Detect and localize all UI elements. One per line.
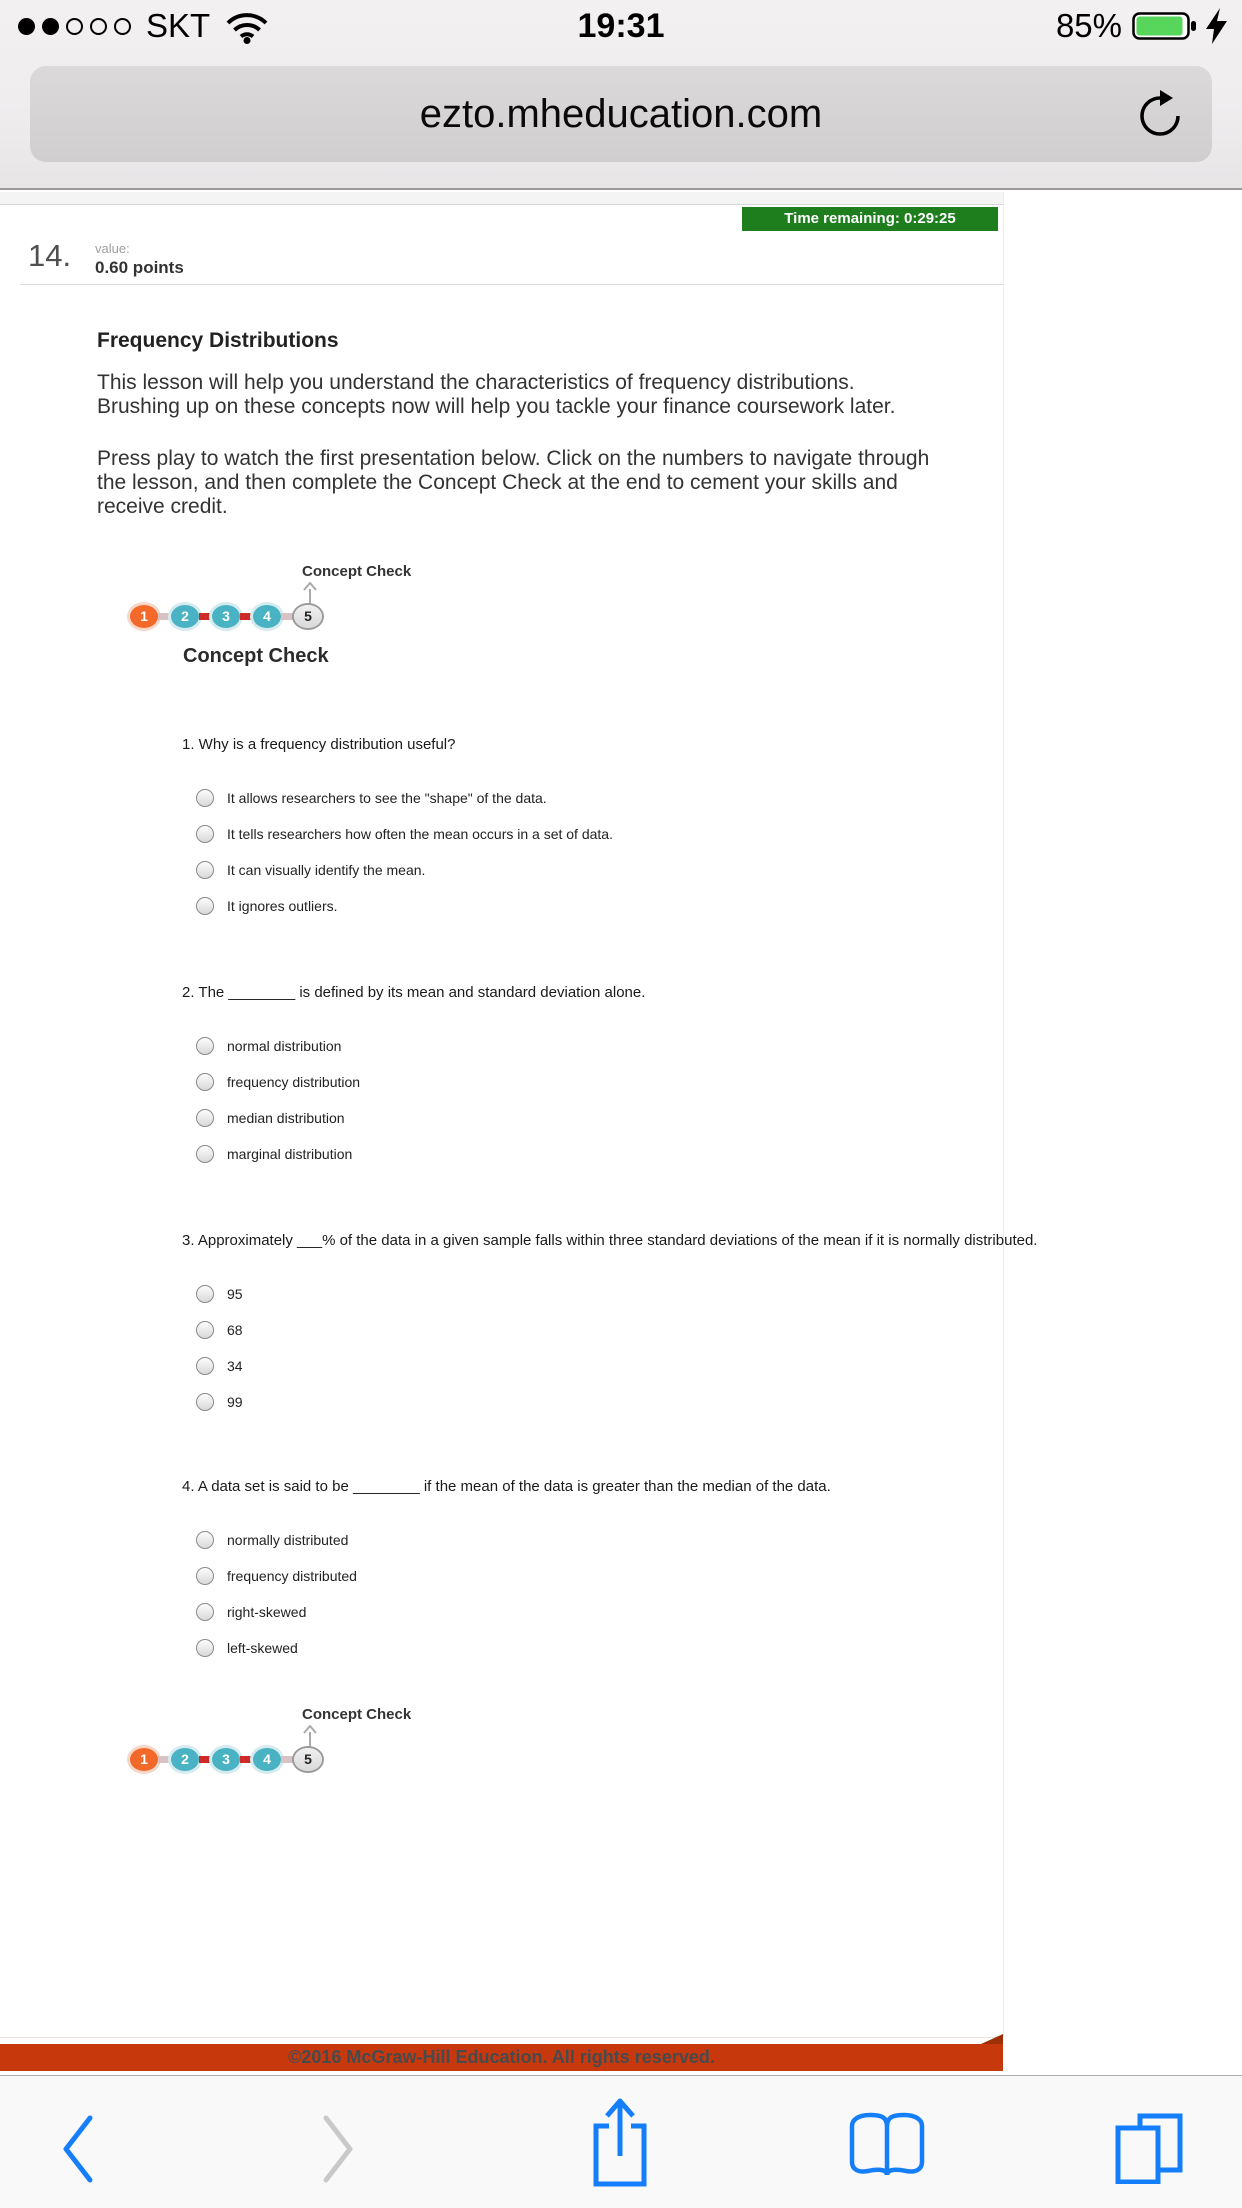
footer-fold-corner	[981, 2034, 1003, 2044]
option-row[interactable]	[196, 1638, 831, 1657]
question-block	[182, 736, 613, 932]
step-connector	[281, 613, 294, 620]
radio-button[interactable]	[196, 1567, 214, 1585]
question-block	[182, 1232, 1037, 1428]
question-text: 4. A data set is said to be ________ if the mean of the data is greater than the median of the data.	[182, 1478, 831, 1495]
step-connector	[281, 1756, 294, 1763]
question-number: 14.	[28, 238, 72, 273]
option-row[interactable]	[196, 1530, 831, 1549]
option-label[interactable]: It ignores outliers.	[227, 897, 338, 914]
url-text: ezto.mheducation.com	[419, 91, 823, 136]
options-list	[182, 788, 613, 915]
option-label[interactable]: frequency distribution	[227, 1073, 361, 1090]
step-2-button[interactable]: 2	[171, 1748, 199, 1771]
lesson-stepper-top	[130, 563, 460, 638]
points-value: 0.60 points	[95, 258, 184, 277]
option-row[interactable]	[196, 1144, 645, 1163]
share-button[interactable]	[588, 2094, 652, 2188]
option-row[interactable]	[196, 896, 613, 915]
radio-button[interactable]	[196, 1145, 214, 1163]
page-header-strip	[0, 192, 1003, 205]
intro-line: This lesson will help you understand the characteristics of frequency distributions.	[97, 371, 855, 394]
question-text: 1. Why is a frequency distribution useful?	[182, 736, 456, 753]
option-label[interactable]: 99	[227, 1393, 243, 1410]
option-row[interactable]	[196, 1072, 645, 1091]
radio-button[interactable]	[196, 1321, 214, 1339]
carrier-label: SKT	[146, 7, 211, 44]
copyright-footer: ©2016 McGraw-Hill Education. All rights reserved.	[0, 2044, 1003, 2071]
safari-toolbar	[0, 2075, 1242, 2208]
question-text: 3. Approximately ___% of the data in a given sample falls within three standard deviations of the mean if it is normally distributed.	[182, 1232, 1038, 1249]
radio-button[interactable]	[196, 1531, 214, 1549]
options-list	[182, 1530, 831, 1657]
status-time: 19:31	[577, 7, 665, 45]
question-block	[182, 984, 645, 1180]
step-connector	[240, 1756, 253, 1763]
radio-button[interactable]	[196, 1393, 214, 1411]
option-label[interactable]: It allows researchers to see the "shape" of the data.	[227, 789, 547, 806]
radio-button[interactable]	[196, 861, 214, 879]
value-label: value:	[95, 241, 130, 256]
address-bar[interactable]	[30, 66, 1212, 162]
time-remaining-badge: Time remaining: 0:29:25	[742, 207, 998, 231]
option-row[interactable]	[196, 1356, 1037, 1375]
divider-line	[20, 284, 1003, 285]
option-label[interactable]: left-skewed	[227, 1639, 298, 1656]
tabs-button[interactable]	[1110, 2112, 1186, 2184]
option-label[interactable]: median distribution	[227, 1109, 345, 1126]
option-row[interactable]	[196, 1284, 1037, 1303]
forward-button[interactable]	[318, 2114, 358, 2184]
radio-button[interactable]	[196, 1285, 214, 1303]
option-row[interactable]	[196, 1602, 831, 1621]
option-label[interactable]: right-skewed	[227, 1603, 307, 1620]
options-list	[182, 1036, 645, 1163]
step-1-button[interactable]: 1	[130, 605, 158, 628]
instruction-line: Press play to watch the first presentation below. Click on the numbers to navigate through	[97, 447, 930, 470]
bookmarks-button[interactable]	[847, 2112, 927, 2178]
option-row[interactable]	[196, 824, 613, 843]
back-button[interactable]	[58, 2114, 98, 2184]
radio-button[interactable]	[196, 1037, 214, 1055]
step-1-button[interactable]: 1	[130, 1748, 158, 1771]
step-connector	[199, 613, 212, 620]
options-list	[182, 1284, 1037, 1411]
option-row[interactable]	[196, 860, 613, 879]
radio-button[interactable]	[196, 897, 214, 915]
battery-icon	[1132, 10, 1200, 42]
content-right-border	[1003, 192, 1004, 2037]
radio-button[interactable]	[196, 1073, 214, 1091]
step-3-button[interactable]: 3	[212, 1748, 240, 1771]
question-text: 2. The ________ is defined by its mean and standard deviation alone.	[182, 984, 646, 1001]
stepper-label: Concept Check	[302, 1706, 412, 1723]
question-block	[182, 1478, 831, 1674]
radio-button[interactable]	[196, 1109, 214, 1127]
arrow-up-icon	[302, 582, 318, 604]
step-3-button[interactable]: 3	[212, 605, 240, 628]
stepper-row	[130, 1748, 322, 1771]
step-connector	[240, 613, 253, 620]
arrow-up-icon	[302, 1725, 318, 1747]
option-label[interactable]: frequency distributed	[227, 1567, 357, 1584]
option-row[interactable]	[196, 788, 613, 807]
instructions-paragraph	[97, 447, 929, 519]
step-5-button[interactable]: 5	[294, 605, 322, 628]
option-label[interactable]: It tells researchers how often the mean occurs in a set of data.	[227, 825, 613, 842]
option-row[interactable]	[196, 1320, 1037, 1339]
step-2-button[interactable]: 2	[171, 605, 199, 628]
stepper-label: Concept Check	[302, 563, 412, 580]
footer-top-line	[0, 2037, 1003, 2038]
option-row[interactable]	[196, 1108, 645, 1127]
charging-bolt-icon	[1206, 8, 1228, 44]
safari-chrome	[0, 0, 1242, 190]
option-label[interactable]: It can visually identify the mean.	[227, 861, 426, 878]
radio-button[interactable]	[196, 1357, 214, 1375]
option-label[interactable]: normal distribution	[227, 1037, 342, 1054]
instruction-line: receive credit.	[97, 495, 228, 518]
step-5-button[interactable]: 5	[294, 1748, 322, 1771]
stepper-row	[130, 605, 322, 628]
intro-line: Brushing up on these concepts now will help you tackle your finance coursework later.	[97, 395, 896, 418]
step-4-button[interactable]: 4	[253, 605, 281, 628]
option-label[interactable]: 95	[227, 1285, 243, 1302]
radio-button[interactable]	[196, 825, 214, 843]
status-bar-right	[1056, 0, 1228, 52]
intro-paragraph	[97, 371, 895, 419]
option-label[interactable]: 34	[227, 1357, 243, 1374]
concept-check-heading: Concept Check	[183, 645, 329, 667]
option-label[interactable]: normally distributed	[227, 1531, 349, 1548]
option-row[interactable]	[196, 1036, 645, 1055]
step-connector	[158, 613, 171, 620]
instruction-line: the lesson, and then complete the Concept Check at the end to cement your skills and	[97, 471, 898, 494]
radio-button[interactable]	[196, 1603, 214, 1621]
step-connector	[158, 1756, 171, 1763]
reload-button[interactable]	[1134, 90, 1186, 142]
radio-button[interactable]	[196, 1639, 214, 1657]
step-connector	[199, 1756, 212, 1763]
step-4-button[interactable]: 4	[253, 1748, 281, 1771]
option-label[interactable]: marginal distribution	[227, 1145, 353, 1162]
radio-button[interactable]	[196, 789, 214, 807]
option-row[interactable]	[196, 1566, 831, 1585]
option-label[interactable]: 68	[227, 1321, 243, 1338]
option-row[interactable]	[196, 1392, 1037, 1411]
lesson-stepper-bottom	[130, 1706, 460, 1781]
battery-percent: 85%	[1055, 7, 1122, 44]
lesson-title: Frequency Distributions	[97, 329, 339, 352]
